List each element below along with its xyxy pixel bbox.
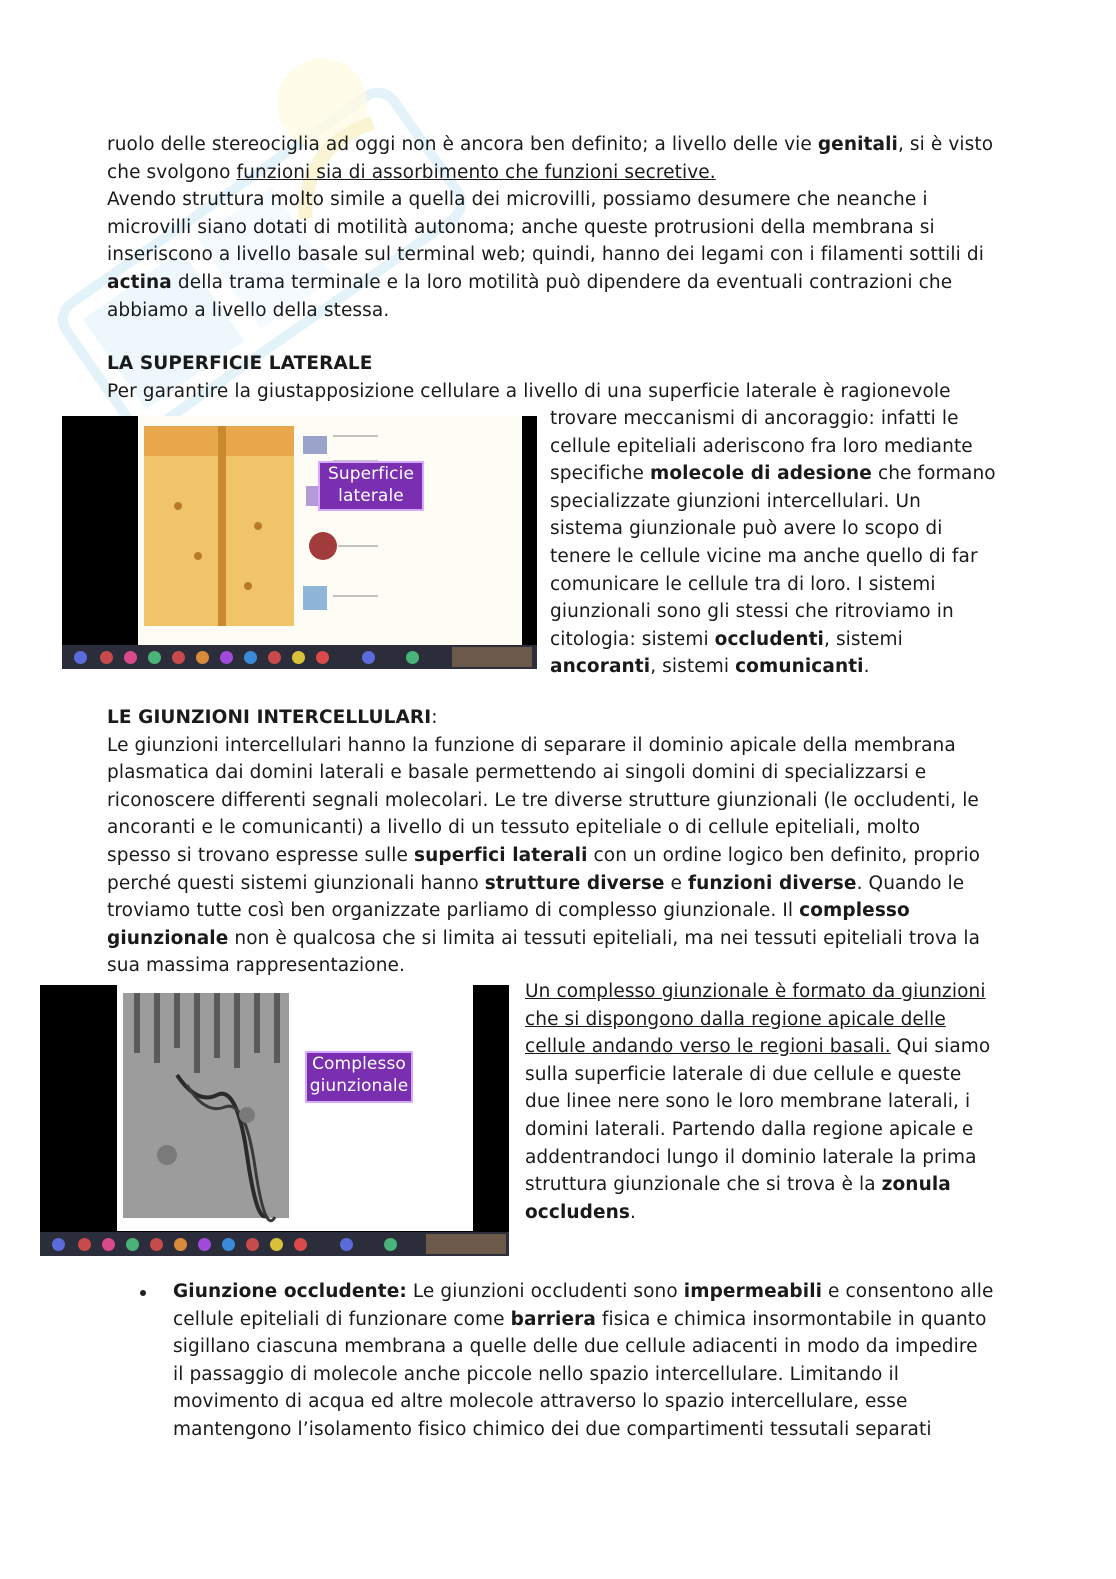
heading-colon: : [431,707,438,728]
video-call-toolbar [62,645,537,669]
text-line: citologia: sistemi [550,628,715,650]
bold-term: strutture diverse [484,872,665,894]
text-line: spesso si trovano espresse sulle [107,844,414,866]
bold-term: actina [107,271,172,293]
participant-icon [102,1238,115,1251]
text-line: specifiche [550,463,650,485]
text-line: che svolgono [107,161,237,183]
participant-icon [384,1238,397,1251]
text-line: specializzate giunzioni intercellulari. Un [550,490,921,512]
text-line: struttura giunzionale che si trova è la [525,1174,882,1196]
text-line: Avendo struttura molto simile a quella dei microvilli, possiamo desumere che neanche i [107,189,928,211]
text-line: sulla superficie laterale di due cellule e queste [525,1063,962,1085]
text-line: plasmatica dai domini laterali e basale permettendo ai singoli domini di specializzarsi e [107,762,927,784]
text-line: domini laterali. Partendo dalla regione apicale e [525,1118,974,1140]
text-line: perché questi sistemi giunzionali hanno [107,872,485,894]
participant-icon [74,651,87,664]
text-line: mantengono l’isolamento fisico chimico dei due compartimenti tessutali separati [173,1418,932,1440]
underlined-text: che si dispongono dalla regione apicale delle [525,1008,946,1030]
underlined-text: funzioni sia di assorbimento che funzioni secretive. [236,161,716,183]
text-line: Per garantire la giustapposizione cellulare a livello di una superficie laterale è ragionevole [107,380,951,402]
bold-term: ancoranti [550,656,651,678]
participant-icon [268,651,281,664]
section2-wrapped-text [525,978,1005,1226]
text-line: , si è visto [897,134,994,155]
participant-icon [244,651,257,664]
text-line: Le giunzioni intercellulari hanno la funzione di separare il dominio apicale della membrana [107,734,956,756]
text-line: cellule epiteliali aderiscono fra loro mediante [550,435,973,457]
text-line: abbiamo a livello della stessa. [107,299,390,321]
participant-icon [196,651,209,664]
bold-term: giunzionale [107,927,229,949]
bold-term: funzioni diverse [687,872,857,894]
slide-title-line: Complesso [312,1054,406,1074]
slide-title-line: giunzionale [309,1076,409,1096]
text-line: della trama terminale e la loro motilità può dipendere da eventuali contrazioni che [171,271,953,293]
slide-complesso-giunzionale [40,985,509,1256]
bold-term: impermeabili [683,1281,823,1302]
bold-term: comunicanti [735,656,864,678]
text-line: addentrandoci lungo il dominio laterale la prima [525,1146,977,1168]
bold-term: genitali [817,134,898,155]
bold-term: molecole di adesione [650,463,872,485]
text-line: tenere le cellule vicine ma anche quello di far [550,545,978,567]
text-line: Le giunzioni occludenti sono [406,1281,684,1302]
text-line: sua massima rappresentazione. [107,955,405,977]
slide-content [138,416,522,645]
bold-term: occludens [525,1201,631,1223]
bullet-point [140,1290,146,1296]
intro-paragraph [107,131,1007,324]
section-heading: LA SUPERFICIE LATERALE [107,353,373,374]
section-superficie-laterale [107,350,1007,405]
participant-icon [52,1238,65,1251]
participant-icon [406,651,419,664]
video-call-toolbar [40,1232,509,1256]
slide-title-tag [318,461,424,511]
bold-term: barriera [510,1308,596,1330]
cell-diagram-illustration [138,416,522,645]
text-line: riconoscere differenti segnali molecolari. Le tre diverse strutture giunzionali (le occludenti, le [107,789,979,811]
text-line: troviamo tutte così ben organizzate parliamo di complesso giunzionale. Il [107,900,800,922]
text-line: ancoranti e le comunicanti) a livello di un tessuto epiteliale o di cellule epiteliali, molto [107,817,921,839]
participant-icon [270,1238,283,1251]
text-line: microvilli siano dotati di motilità autonoma; anche queste protrusioni della membrana si [107,216,935,238]
section-giunzioni-intercellulari [107,704,1007,980]
text-line: . Quando le [856,872,965,894]
participant-icon [340,1238,353,1251]
participant-icon [100,651,113,664]
text-line: fisica e chimica insormontabile in quanto [595,1308,987,1330]
participant-icon [222,1238,235,1251]
bold-term: zonula [881,1174,951,1196]
underlined-text: cellule andando verso le regioni basali. [525,1036,891,1058]
slide-content [117,985,473,1231]
webcam-thumbnail [426,1234,506,1254]
bold-term: complesso [799,900,910,922]
participant-icon [78,1238,91,1251]
text-line: , sistemi [823,628,903,650]
micrograph-image [117,985,473,1231]
text-line: movimento di acqua ed altre molecole attraverso lo spazio intercellulare, esse [173,1391,908,1413]
slide-title-line: laterale [338,486,404,506]
participant-icon [292,651,305,664]
participant-icon [362,651,375,664]
participant-icon [150,1238,163,1251]
slide-title-line: Superficie [327,464,415,484]
text-line: . [863,656,870,678]
participant-icon [294,1238,307,1251]
text-line: sistema giunzionale può avere lo scopo di [550,518,943,540]
participant-icon [126,1238,139,1251]
participant-icon [124,651,137,664]
text-line: e consentono alle [822,1281,994,1302]
participant-icon [174,1238,187,1251]
section-heading: LE GIUNZIONI INTERCELLULARI [107,707,432,728]
participant-icon [198,1238,211,1251]
text-line: che formano [871,463,996,485]
text-line: sigillano ciascuna membrana a quelle delle due cellule adiacenti in modo da impedire [173,1336,978,1358]
bullet-title: Giunzione occludente: [173,1281,407,1302]
section1-wrapped-text [550,405,1010,681]
text-line: , sistemi [650,656,736,678]
participant-icon [316,651,329,664]
text-line: il passaggio di molecole anche piccole nello spazio intercellulare. Limitando il [173,1363,899,1385]
bullet-giunzione-occludente [173,1278,1013,1444]
slide-title-tag [305,1051,413,1103]
participant-icon [148,651,161,664]
webcam-thumbnail [452,647,532,667]
participant-icon [246,1238,259,1251]
text-line: e [664,872,688,894]
text-line: giunzionali sono gli stessi che ritroviamo in [550,601,954,623]
participant-icon [172,651,185,664]
slide-superficie-laterale [62,416,537,669]
text-line: con un ordine logico ben definito, proprio [587,844,981,866]
text-line: non è qualcosa che si limita ai tessuti epiteliali, ma nei tessuti epiteliali trova la [228,927,981,949]
text-line: due linee nere sono le loro membrane laterali, i [525,1091,971,1113]
text-line: Qui siamo [890,1036,991,1058]
text-line: . [630,1201,637,1223]
text-line: ruolo delle stereociglia ad oggi non è ancora ben definito; a livello delle vie [107,134,818,155]
bold-term: occludenti [714,628,824,650]
text-line: cellule epiteliali di funzionare come [173,1308,511,1330]
bold-term: superfici laterali [413,844,588,866]
text-line: comunicare le cellule tra di loro. I sistemi [550,573,936,595]
text-line: trovare meccanismi di ancoraggio: infatti le [550,408,959,429]
participant-icon [220,651,233,664]
text-line: inseriscono a livello basale sul terminal web; quindi, hanno dei legami con i filamenti sottili di [107,244,984,266]
underlined-text: Un complesso giunzionale è formato da giunzioni [525,981,986,1002]
